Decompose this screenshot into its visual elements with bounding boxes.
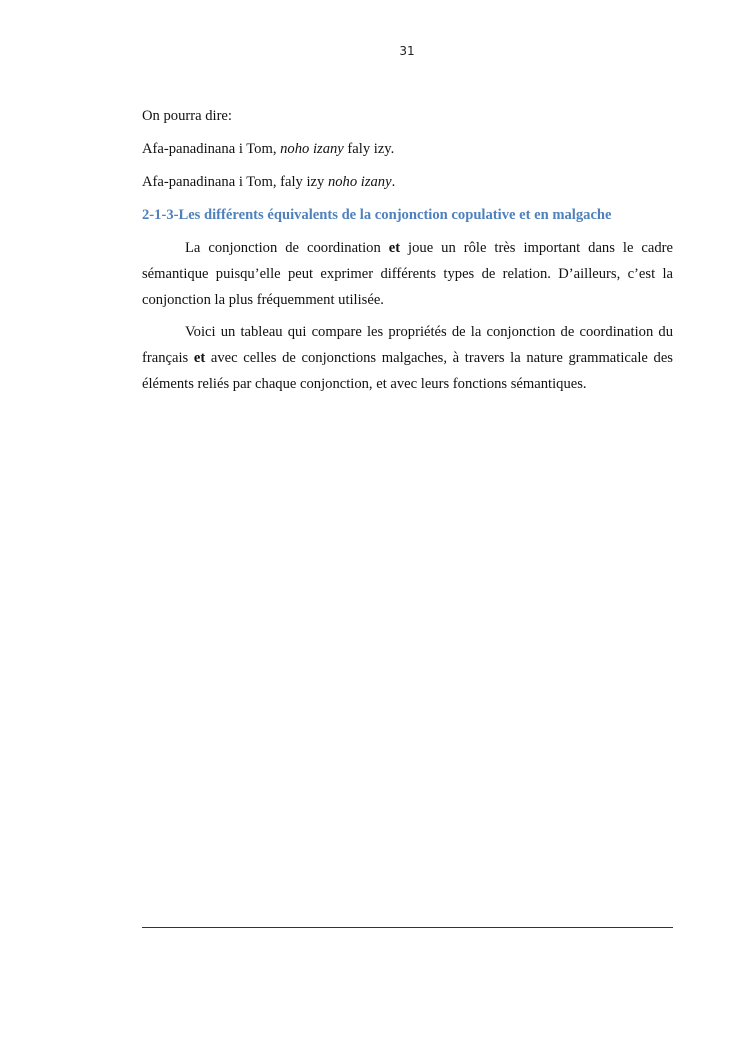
paragraph-2-before: Voici un tableau qui compare les propriétés de la conjonction de coordination du français <box>142 324 673 366</box>
example-sentence-2 <box>142 170 673 195</box>
page-number: 31 <box>399 44 415 58</box>
example-sentence-1-italic: noho izany <box>280 141 344 157</box>
section-heading: 2-1-3-Les différents équivalents de la conjonction copulative et en malgache <box>142 207 612 223</box>
paragraph-2-bold: et <box>193 350 206 366</box>
example-sentence-1 <box>142 137 673 162</box>
page-body <box>142 104 673 403</box>
example-sentence-2-italic: noho izany <box>327 174 392 190</box>
example-sentence-2-prefix: Afa-panadinana i Tom, faly izy <box>142 174 328 190</box>
example-sentence-2-suffix: . <box>391 174 396 190</box>
example-sentence-1-suffix: faly izy. <box>343 141 395 157</box>
paragraph-1-before: La conjonction de coordination <box>185 240 389 256</box>
paragraph-1 <box>142 235 673 313</box>
paragraph-2-after: avec celles de conjonctions malgaches, à travers la nature grammaticale des éléments reliés par chaque conjonction, et avec leurs fonctions sémantiques. <box>142 350 673 392</box>
paragraph-1-after: joue un rôle très important dans le cadre sémantique puisqu’elle peut exprimer différents types de relation. D’ailleurs, c’est la conjonction la plus fréquemment utilisée. <box>142 240 673 308</box>
footnote-separator <box>142 927 673 928</box>
example-sentence-1-prefix: Afa-panadinana i Tom, <box>142 141 281 157</box>
paragraph-2 <box>142 319 673 397</box>
paragraph-1-bold: et <box>388 240 401 256</box>
example-intro: On pourra dire: <box>142 108 232 124</box>
